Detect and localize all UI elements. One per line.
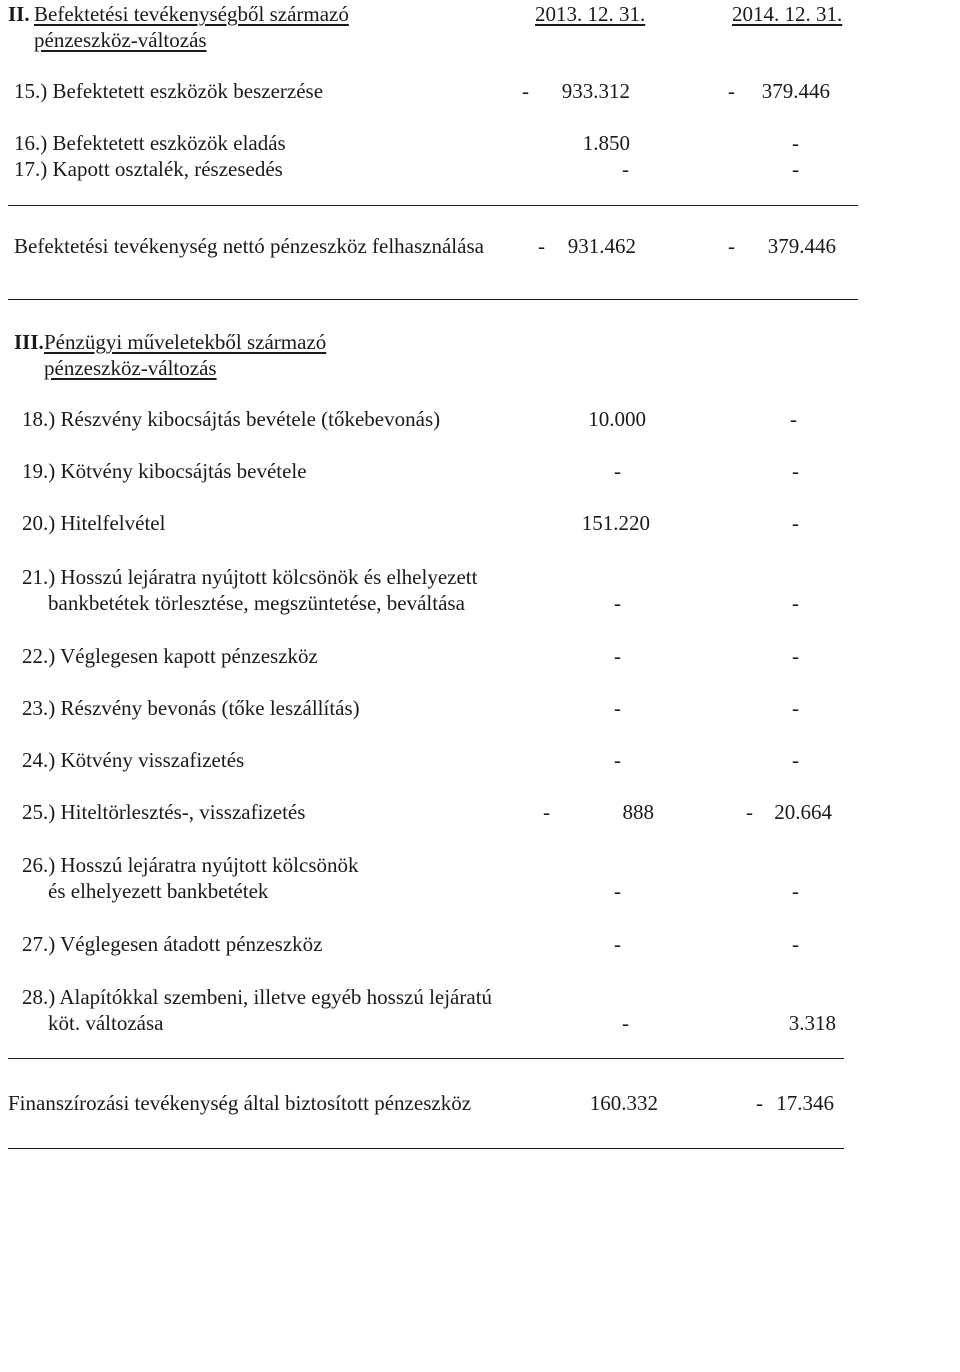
section2-total-v1-sign: - [538,234,545,258]
row-16-v2: - [792,131,799,155]
row-28-label2: köt. változása [48,1011,164,1035]
row-27-v1: - [614,932,621,956]
row-22-v2: - [792,644,799,668]
row-26-label: 26.) Hosszú lejáratra nyújtott kölcsönök [22,853,359,877]
row-21-v1: - [614,591,621,615]
section3-total-label: Finanszírozási tevékenység által biztosított pénzeszköz [8,1091,472,1115]
section3-title-line2: pénzeszköz-változás [44,356,217,380]
row-25-v2: 20.664 [774,800,832,824]
row-27-v2: - [792,932,799,956]
row-21-v2: - [792,591,799,615]
section2-roman: II. [8,2,30,26]
row-24-v1: - [614,748,621,772]
section2-total-v1: 931.462 [567,234,636,258]
row-20-label: 20.) Hitelfelvétel [22,511,166,535]
section3-bottom-divider [8,1148,844,1149]
section2-title-line1: Befektetési tevékenységből származó [34,2,349,26]
row-18-v1: 10.000 [588,407,646,431]
section3-total-v2-sign: - [756,1091,763,1115]
section3-title-line1: Pénzügyi műveletekből származó [44,330,327,354]
row-21-label2: bankbetétek törlesztése, megszüntetése, beváltása [48,591,465,615]
row-23-label: 23.) Részvény bevonás (tőke leszállítás) [22,696,360,720]
row-25-v1-sign: - [543,800,550,824]
section3-total-v1: 160.332 [589,1091,658,1115]
row-26-v2: - [792,879,799,903]
section2-total-divider [8,205,858,206]
row-15-v2-sign: - [728,79,735,103]
column-header-2014: 2014. 12. 31. [732,2,843,26]
section3-total-divider [8,1058,844,1059]
row-19-v2: - [792,459,799,483]
row-18-v2: - [790,407,797,431]
row-25-v2-sign: - [746,800,753,824]
row-21-label: 21.) Hosszú lejáratra nyújtott kölcsönök és elhelyezett [22,565,478,589]
row-26-label2: és elhelyezett bankbetétek [48,879,269,903]
row-17-label: 17.) Kapott osztalék, részesedés [14,157,283,181]
section2-title-line2: pénzeszköz-változás [34,28,207,52]
row-19-label: 19.) Kötvény kibocsájtás bevétele [22,459,307,483]
row-18-label: 18.) Részvény kibocsájtás bevétele (tőkebevonás) [22,407,441,431]
row-23-v1: - [614,696,621,720]
row-24-v2: - [792,748,799,772]
row-15-v1-sign: - [522,79,529,103]
row-27-label: 27.) Véglegesen átadott pénzeszköz [22,932,323,956]
row-25-label: 25.) Hiteltörlesztés-, visszafizetés [22,800,306,824]
row-15-v2: 379.446 [761,79,830,103]
row-23-v2: - [792,696,799,720]
row-28-label: 28.) Alapítókkal szembeni, illetve egyéb hosszú lejáratú [22,985,493,1009]
column-header-2013: 2013. 12. 31. [535,2,646,26]
row-28-v1: - [622,1011,629,1035]
row-17-v1: - [622,157,629,181]
row-28-v2: 3.318 [788,1011,836,1035]
section2-total-v2-sign: - [728,234,735,258]
section2-bottom-divider [8,299,858,300]
section3-roman: III. [14,330,44,354]
row-15-v1: 933.312 [561,79,630,103]
row-20-v1: 151.220 [581,511,650,535]
section2-total-label: Befektetési tevékenység nettó pénzeszköz felhasználása [14,234,484,258]
section3-total-v2: 17.346 [776,1091,834,1115]
section2-total-v2: 379.446 [767,234,836,258]
row-16-label: 16.) Befektetett eszközök eladás [14,131,286,155]
row-15-label: 15.) Befektetett eszközök beszerzése [14,79,324,103]
row-22-label: 22.) Véglegesen kapott pénzeszköz [22,644,318,668]
row-22-v1: - [614,644,621,668]
row-26-v1: - [614,879,621,903]
row-25-v1: 888 [622,800,654,824]
row-24-label: 24.) Kötvény visszafizetés [22,748,245,772]
row-20-v2: - [792,511,799,535]
row-17-v2: - [792,157,799,181]
row-16-v1: 1.850 [582,131,630,155]
row-19-v1: - [614,459,621,483]
